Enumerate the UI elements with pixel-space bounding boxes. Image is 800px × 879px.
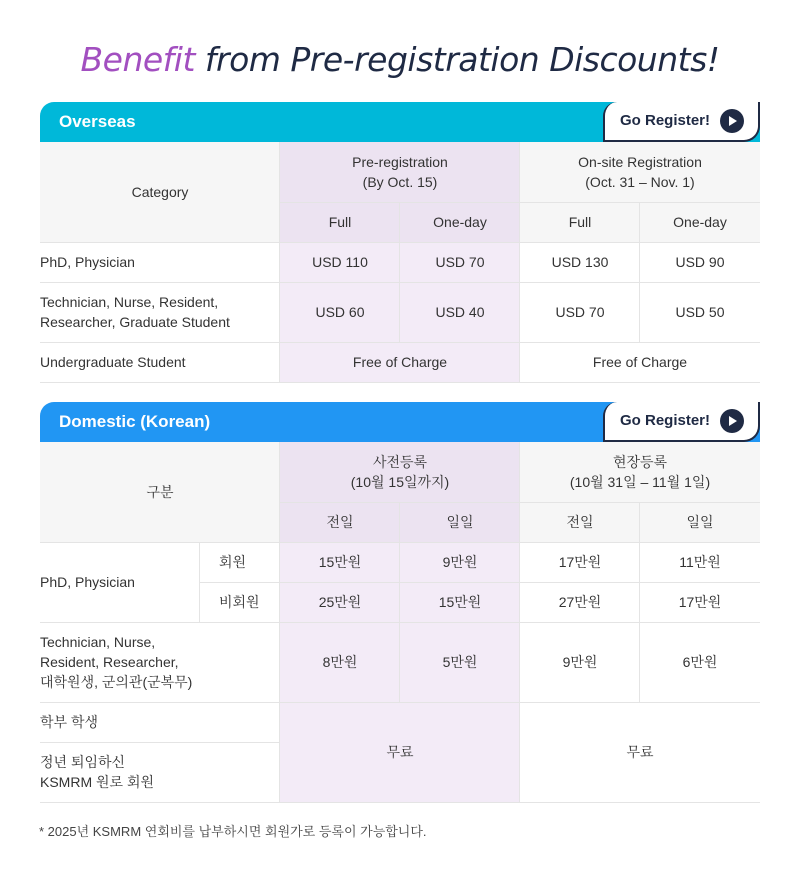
title-rest: from Pre-registration Discounts!	[204, 40, 720, 79]
pre-registration-header: 사전등록 (10월 15일까지)	[280, 442, 520, 502]
table-row-category: PhD, Physician	[40, 254, 135, 270]
divider	[40, 242, 760, 243]
divider	[199, 542, 200, 622]
price-cell: USD 70	[555, 304, 605, 320]
divider	[519, 142, 520, 382]
nonmember-label: 비회원	[219, 594, 260, 610]
onsite-full-header: 전일	[520, 502, 640, 542]
table-row-category: Undergraduate Student	[40, 354, 186, 370]
onsite-oneday-header: One-day	[640, 202, 760, 242]
divider	[519, 442, 520, 802]
price-cell: 15만원	[280, 542, 400, 582]
price-cell: USD 110	[280, 242, 400, 282]
divider	[40, 282, 760, 283]
divider	[200, 582, 760, 583]
price-cell: USD 70	[400, 242, 520, 282]
onsite-registration-header: On-site Registration (Oct. 31 – Nov. 1)	[520, 142, 760, 202]
table-row-category: 학부 학생	[40, 714, 98, 730]
table-row-category: Technician, Nurse, Resident, Researcher, Graduate Student	[40, 294, 230, 330]
free-cell: 무료	[626, 744, 654, 760]
pre-registration-header: Pre-registration (By Oct. 15)	[280, 142, 520, 202]
divider	[279, 142, 280, 382]
title-accent: Benefit	[80, 40, 195, 79]
divider	[40, 542, 760, 543]
play-icon	[720, 109, 744, 133]
price-cell: 27만원	[558, 594, 602, 610]
footnote: * 2025년 KSMRM 연회비를 납부하시면 회원가로 등록이 가능합니다.	[39, 824, 427, 839]
price-cell: 9만원	[562, 654, 598, 670]
divider	[40, 342, 760, 343]
free-cell: Free of Charge	[280, 342, 520, 382]
onsite-oneday-header: 일일	[640, 502, 760, 542]
price-cell: USD 50	[675, 304, 725, 320]
divider	[399, 202, 400, 342]
price-cell: USD 60	[280, 282, 400, 342]
domestic-register-button[interactable]	[603, 402, 760, 442]
price-cell: 25만원	[280, 582, 400, 622]
price-cell: USD 90	[675, 254, 725, 270]
overseas-register-button[interactable]	[603, 102, 760, 142]
divider	[280, 502, 760, 503]
divider	[40, 802, 760, 803]
table-row-category: Technician, Nurse, Resident, Researcher, 대학원생, 군의관(군복무)	[40, 634, 193, 690]
pre-oneday-header: One-day	[400, 202, 520, 242]
domestic-section-label: Domestic (Korean)	[59, 412, 211, 431]
overseas-header	[40, 102, 760, 142]
price-cell: USD 130	[551, 254, 609, 270]
price-cell: 5만원	[400, 622, 520, 702]
category-header: Category	[40, 142, 280, 242]
table-row-category: PhD, Physician	[40, 574, 135, 590]
member-label: 회원	[219, 554, 247, 570]
pre-oneday-header: 일일	[400, 502, 520, 542]
page-title	[0, 40, 800, 79]
price-cell: USD 40	[400, 282, 520, 342]
free-cell: 무료	[280, 702, 520, 802]
onsite-registration-header: 현장등록 (10월 31일 – 11월 1일)	[520, 442, 760, 502]
divider	[40, 382, 760, 383]
pre-full-header: 전일	[280, 502, 400, 542]
divider	[639, 202, 640, 342]
overseas-section-label: Overseas	[59, 112, 136, 131]
overseas-register-label: Go Register!	[620, 112, 711, 129]
price-cell: 11만원	[679, 554, 721, 570]
price-cell: 8만원	[280, 622, 400, 702]
onsite-full-header: Full	[520, 202, 640, 242]
price-cell: 17만원	[558, 554, 602, 570]
pre-full-header: Full	[280, 202, 400, 242]
price-cell: 15만원	[400, 582, 520, 622]
domestic-register-label: Go Register!	[620, 412, 711, 429]
divider	[279, 442, 280, 802]
price-cell: 9만원	[400, 542, 520, 582]
free-cell: Free of Charge	[592, 354, 688, 370]
price-cell: 6만원	[682, 654, 718, 670]
domestic-header	[40, 402, 760, 442]
divider	[40, 702, 760, 703]
category-header: 구분	[40, 442, 280, 542]
divider	[399, 502, 400, 702]
price-cell: 17만원	[678, 594, 722, 610]
divider	[280, 202, 760, 203]
play-icon	[720, 409, 744, 433]
divider	[639, 502, 640, 702]
table-row-category: 정년 퇴임하신 KSMRM 원로 회원	[40, 754, 154, 790]
divider	[40, 622, 760, 623]
divider	[40, 742, 280, 743]
